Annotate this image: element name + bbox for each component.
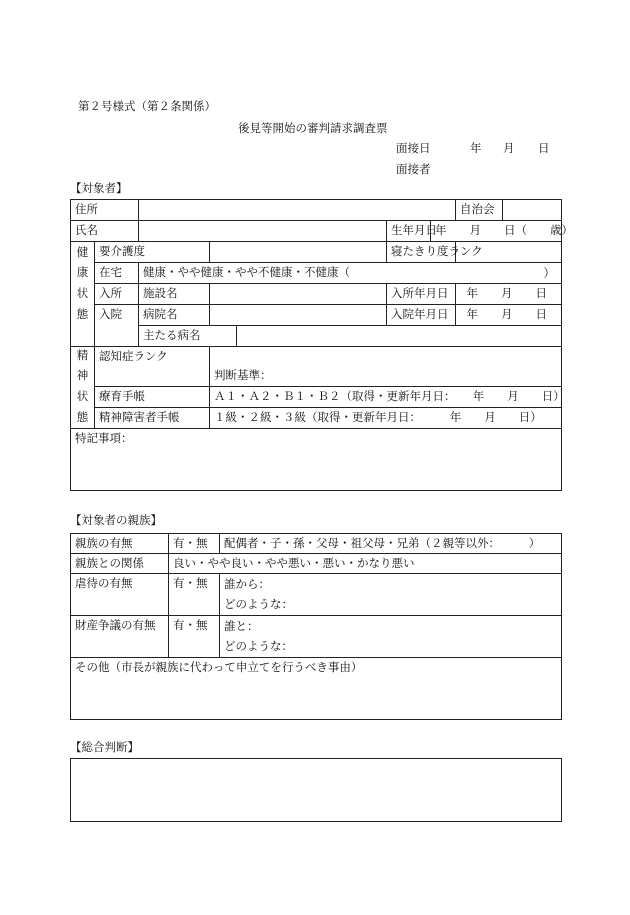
health-vertical-blank bbox=[71, 326, 95, 347]
health-vertical-4: 態 bbox=[71, 305, 95, 326]
judgment-section-title: 【総合判断】 bbox=[70, 740, 139, 754]
dispute-with-whom[interactable]: 誰と： bbox=[220, 616, 562, 637]
mental-vertical-1: 精 bbox=[71, 347, 95, 365]
relatives-table bbox=[70, 533, 562, 720]
admitted-label: 入所 bbox=[95, 284, 139, 305]
hospital-date-label: 入院年月日 bbox=[387, 305, 456, 326]
property-dispute-label: 財産争議の有無 bbox=[71, 616, 169, 658]
relative-types[interactable]: 配偶者・子・孫・父母・祖父母・兄弟（２親等以外： ） bbox=[220, 534, 562, 554]
admission-date-field[interactable]: 年 月 日 bbox=[456, 284, 562, 305]
health-vertical-1: 健 bbox=[71, 242, 95, 263]
judgment-field[interactable] bbox=[70, 758, 562, 822]
interview-date-label: 面接日 bbox=[396, 141, 431, 155]
care-level-field[interactable] bbox=[210, 242, 387, 263]
main-illness-label: 主たる病名 bbox=[139, 326, 237, 347]
relatives-existence-label: 親族の有無 bbox=[71, 534, 169, 554]
health-vertical-3: 状 bbox=[71, 284, 95, 305]
remarks-field[interactable]: 特記事項： bbox=[71, 429, 562, 491]
subject-table bbox=[70, 199, 573, 491]
mental-vertical-4: 態 bbox=[71, 408, 95, 429]
bedridden-label: 寝たきり度ランク bbox=[387, 242, 456, 263]
health-vertical-2: 康 bbox=[71, 263, 95, 284]
admission-date-label: 入所年月日 bbox=[387, 284, 456, 305]
dementia-field[interactable] bbox=[210, 347, 562, 365]
hospital-date-field[interactable]: 年 月 日 bbox=[456, 305, 562, 326]
mental-disability-options[interactable]: １級・２級・３級（取得・更新年月日： 年 月 日） bbox=[210, 408, 562, 429]
at-home-label: 在宅 bbox=[95, 263, 139, 284]
hospitalized-blank bbox=[95, 326, 139, 347]
municipality-label: 自治会 bbox=[456, 200, 503, 221]
abuse-how[interactable]: どのような： bbox=[220, 595, 562, 616]
hospital-field[interactable] bbox=[210, 305, 387, 326]
name-field[interactable] bbox=[139, 221, 387, 242]
criteria-label: 判断基準： bbox=[210, 365, 562, 387]
birthdate-label: 生年月日 bbox=[387, 221, 431, 242]
facility-field[interactable] bbox=[210, 284, 387, 305]
page-title: 後見等開始の審判請求調査票 bbox=[238, 121, 388, 135]
municipality-field[interactable] bbox=[503, 200, 562, 221]
care-level-label: 要介護度 bbox=[95, 242, 210, 263]
relatives-existence-yesno[interactable]: 有・無 bbox=[169, 534, 220, 554]
relationship-options[interactable]: 良い・やや良い・やや悪い・悪い・かなり悪い bbox=[169, 554, 562, 574]
property-dispute-yesno[interactable]: 有・無 bbox=[169, 616, 220, 658]
interviewer-label: 面接者 bbox=[396, 162, 431, 176]
interview-year-label: 年 bbox=[470, 141, 482, 155]
subject-section-title: 【対象者】 bbox=[70, 181, 128, 195]
interview-month-label: 月 bbox=[503, 141, 515, 155]
mental-vertical-2: 神 bbox=[71, 365, 95, 387]
rehab-options[interactable]: Ａ１・Ａ２・Ｂ１・Ｂ２（取得・更新年月日： 年 月 日） bbox=[210, 387, 562, 408]
hospital-label: 病院名 bbox=[139, 305, 210, 326]
hospitalized-label: 入院 bbox=[95, 305, 139, 326]
abuse-from-whom[interactable]: 誰から： bbox=[220, 574, 562, 595]
form-number: 第２号様式（第２条関係） bbox=[78, 99, 216, 113]
health-options-text: 健康・やや健康・やや不健康・不健康（ bbox=[143, 265, 350, 280]
birthdate-field[interactable]: 年 月 日（ 歳） bbox=[431, 221, 562, 242]
abuse-yesno[interactable]: 有・無 bbox=[169, 574, 220, 616]
health-options[interactable] bbox=[139, 263, 562, 284]
mental-vertical-3: 状 bbox=[71, 387, 95, 408]
relationship-label: 親族との関係 bbox=[71, 554, 169, 574]
health-close-paren: ） bbox=[543, 266, 556, 280]
facility-label: 施設名 bbox=[139, 284, 210, 305]
interview-day-label: 日 bbox=[538, 141, 550, 155]
relatives-section-title: 【対象者の親族】 bbox=[70, 513, 162, 527]
address-field[interactable] bbox=[139, 200, 456, 221]
rehab-label: 療育手帳 bbox=[95, 387, 210, 408]
main-illness-field[interactable] bbox=[237, 326, 562, 347]
dispute-how[interactable]: どのような： bbox=[220, 637, 562, 658]
address-label: 住所 bbox=[71, 200, 139, 221]
dementia-label: 認知症ランク bbox=[95, 347, 210, 387]
other-reasons-field[interactable]: その他（市長が親族に代わって申立てを行うべき事由） bbox=[71, 658, 562, 720]
name-label: 氏名 bbox=[71, 221, 139, 242]
mental-disability-label: 精神障害者手帳 bbox=[95, 408, 210, 429]
abuse-label: 虐待の有無 bbox=[71, 574, 169, 616]
